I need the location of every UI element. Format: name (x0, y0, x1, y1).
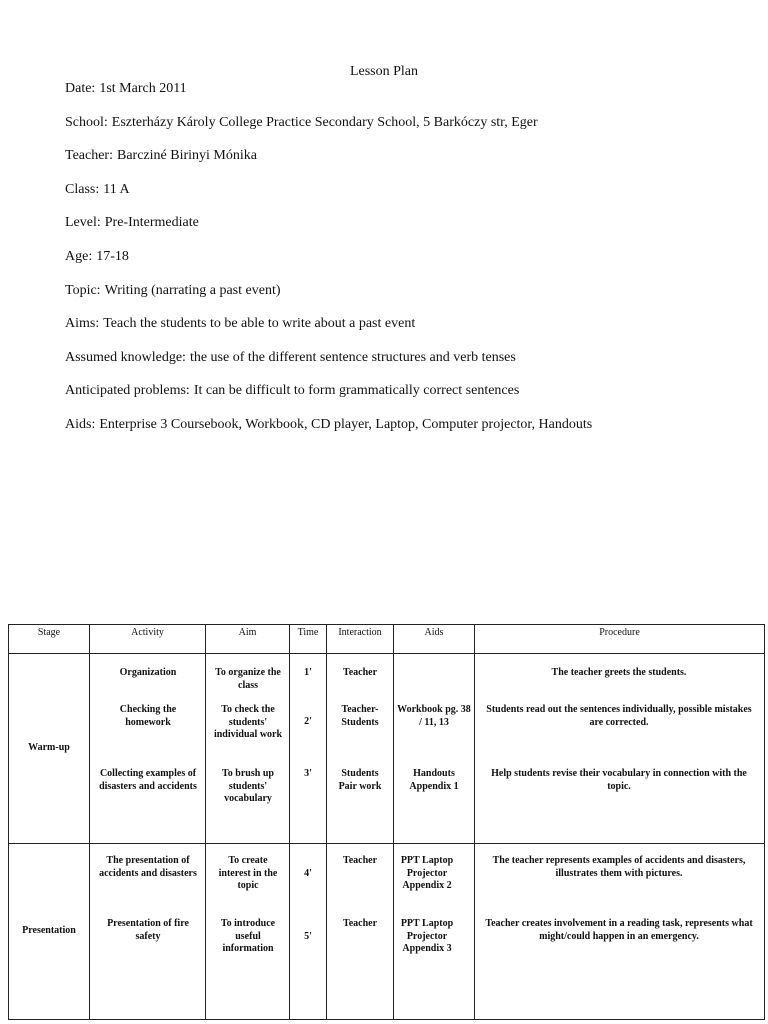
field-value: Barcziné Birinyi Mónika (116, 148, 257, 164)
stage-cell: Warm-up (9, 654, 90, 844)
field-value: Enterprise 3 Coursebook, Workbook, CD player, Laptop, Computer projector, Handouts (99, 416, 593, 432)
time-entry: 5' (304, 931, 312, 942)
field-value: the use of the different sentence structures and verb tenses (189, 349, 516, 365)
aids-cell (394, 844, 475, 1020)
procedure-entry: Students read out the sentences individually, possible mistakes are corrected. (486, 704, 752, 728)
header-stage: Stage (9, 625, 90, 654)
procedure-entry: Teacher creates involvement in a reading task, represents what might/could happen in an emergency. (485, 918, 753, 942)
field-label: Date: (65, 81, 96, 96)
time-entry: 2' (304, 716, 312, 727)
field-aids (65, 415, 755, 449)
procedure-entry: The teacher greets the students. (551, 667, 687, 678)
procedure-entry: Help students revise their vocabulary in connection with the topic. (491, 768, 747, 792)
aids-entry: PPT Laptop Projector Appendix 3 (400, 918, 454, 954)
aim-entry: To brush up students' vocabulary (222, 768, 274, 804)
procedure-cell (475, 654, 765, 844)
field-label: Assumed knowledge: (65, 349, 186, 365)
field-label: School: (65, 114, 108, 130)
aids-entry: Handouts Appendix 1 (409, 768, 459, 792)
activity-cell (90, 844, 206, 1020)
field-value: 11 A (103, 181, 130, 197)
interaction-entry: Teacher (342, 918, 378, 929)
table-row (9, 844, 765, 1020)
procedure-entry: The teacher represents examples of accidents and disasters, illustrates them with pictures. (492, 855, 746, 879)
field-label: Class: (65, 181, 100, 197)
aids-entry: Workbook pg. 38 / 11, 13 (397, 704, 471, 728)
field-value: Teach the students to be able to write about a past event (103, 316, 416, 332)
aim-entry: To introduce useful information (220, 918, 276, 954)
field-teacher (65, 146, 755, 180)
time-cell (290, 654, 327, 844)
procedure-cell (475, 844, 765, 1020)
time-entry: 1' (304, 667, 312, 678)
aids-cell (394, 654, 475, 844)
field-assumed-knowledge (65, 348, 755, 382)
time-entry: 4' (304, 868, 312, 879)
header-procedure: Procedure (475, 625, 765, 654)
field-value: Pre-Intermediate (104, 215, 199, 231)
field-anticipated-problems (65, 381, 755, 415)
document-title: Lesson Plan (349, 64, 419, 79)
aim-cell (206, 654, 290, 844)
header-time: Time (290, 625, 327, 654)
field-label: Topic: (65, 282, 101, 298)
aids-entry: PPT Laptop Projector Appendix 2 (400, 855, 454, 891)
activity-entry: Checking the homework (119, 704, 177, 728)
aim-entry: To check the students' individual work (213, 704, 283, 740)
field-value: 1st March 2011 (99, 81, 187, 96)
field-class (65, 180, 755, 214)
field-aims (65, 314, 755, 348)
field-label: Age: (65, 248, 93, 264)
activity-cell (90, 654, 206, 844)
lesson-details (65, 79, 755, 449)
aim-cell (206, 844, 290, 1020)
field-label: Aids: (65, 416, 96, 432)
interaction-entry: Teacher (342, 667, 378, 678)
header-activity: Activity (90, 625, 206, 654)
field-label: Anticipated problems: (65, 383, 190, 399)
table-row (9, 654, 765, 844)
interaction-cell (327, 654, 394, 844)
field-value: 17-18 (96, 248, 129, 264)
header-interaction: Interaction (327, 625, 394, 654)
field-value: It can be difficult to form grammatically correct sentences (193, 383, 520, 399)
field-value: Eszterházy Károly College Practice Secondary School, 5 Barkóczy str, Eger (111, 114, 538, 130)
field-date (65, 79, 755, 113)
table-header-row (9, 625, 765, 654)
field-value: Writing (narrating a past event) (104, 282, 281, 298)
header-aim: Aim (206, 625, 290, 654)
header-aids: Aids (394, 625, 475, 654)
activity-entry: Organization (119, 667, 177, 678)
stage-cell: Presentation (9, 844, 90, 1020)
field-label: Teacher: (65, 148, 113, 164)
lesson-plan-table (8, 624, 765, 1020)
time-entry: 3' (304, 768, 312, 779)
field-school (65, 113, 755, 147)
time-cell (290, 844, 327, 1020)
aim-entry: To organize the class (215, 667, 281, 691)
activity-entry: Presentation of fire safety (107, 918, 189, 942)
interaction-entry: Teacher (342, 855, 378, 866)
activity-entry: Collecting examples of disasters and accidents (99, 768, 197, 792)
activity-entry: The presentation of accidents and disasters (99, 855, 197, 879)
interaction-entry: Students Pair work (338, 768, 382, 792)
field-label: Level: (65, 215, 101, 231)
aim-entry: To create interest in the topic (218, 855, 278, 891)
field-age (65, 247, 755, 281)
field-label: Aims: (65, 316, 100, 332)
interaction-entry: Teacher-Students (341, 704, 379, 728)
interaction-cell (327, 844, 394, 1020)
field-level (65, 213, 755, 247)
field-topic (65, 281, 755, 315)
